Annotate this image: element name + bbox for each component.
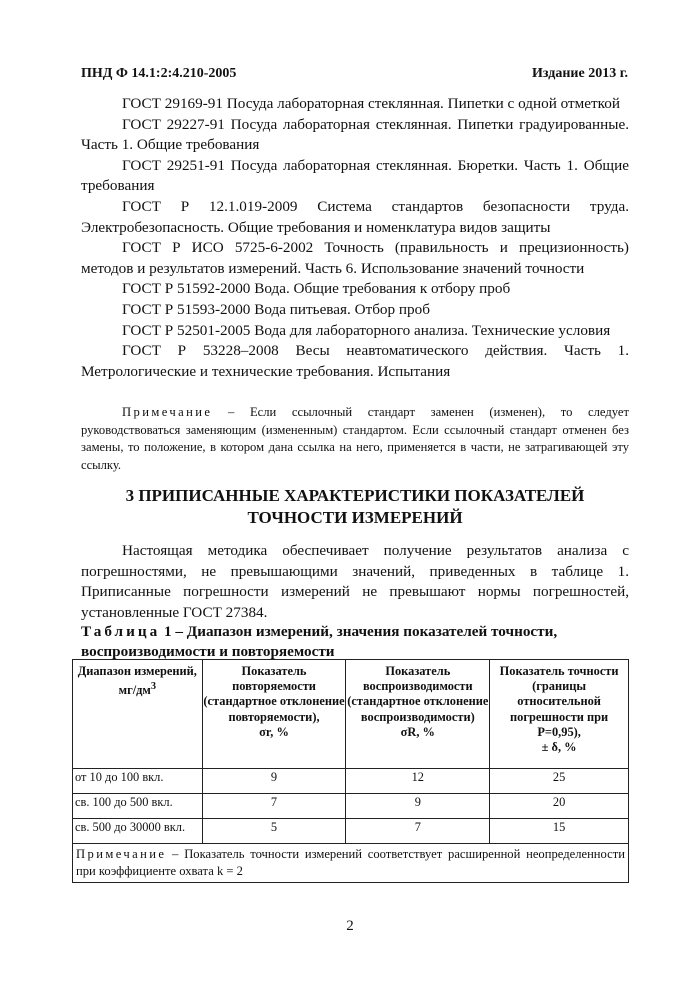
reference-item: ГОСТ Р 51593-2000 Вода питьевая. Отбор проб — [122, 300, 430, 318]
header-range: Диапазон измерений, $мг/дм^3$ — [73, 660, 203, 769]
header-accuracy: Показатель точности (границы относительной погрешности при P=0,95), ± δ, % — [490, 660, 629, 769]
document-code: ПНД Ф 14.1:2:4.210-2005 — [81, 66, 237, 81]
reference-item: ГОСТ Р ИСО 5725-6-2002 Точность (правильность и прецизионность) методов и результатов измерений. Часть 6. Использование значений точности — [81, 239, 629, 277]
section-heading: 3 ПРИПИСАННЫЕ ХАРАКТЕРИСТИКИ ПОКАЗАТЕЛЕЙ ТОЧНОСТИ ИЗМЕРЕНИЙ — [125, 486, 585, 527]
table-row — [73, 794, 629, 819]
header-repeatability: Показатель повторяемости (стандартное отклонение повторяемости), σr, % — [202, 660, 346, 769]
body-paragraph: Настоящая методика обеспечивает получение результатов анализа с погрешностями, не превышающими значений, приведенных в таблице 1. Приписанные погрешности измерений не превышают нормы погрешностей, установленные ГОСТ 27384. — [81, 542, 629, 621]
table-note-label: Примечание — [76, 847, 167, 861]
accuracy-table — [72, 659, 629, 883]
cell-reproducibility: 7 — [346, 819, 490, 844]
cell-repeatability: 5 — [202, 819, 346, 844]
table-row — [73, 769, 629, 794]
reference-item: ГОСТ 29251-91 Посуда лабораторная стеклянная. Бюретки. Часть 1. Общие требования — [81, 156, 629, 195]
table-note-text: – Показатель точности измерений соответствует расширенной неопределенности при коэффициенте охвата k = 2 — [76, 847, 625, 878]
cell-repeatability: 9 — [202, 769, 346, 794]
reference-item: ГОСТ 29227-91 Посуда лабораторная стеклянная. Пипетки градуированные. Часть 1. Общие требования — [81, 115, 629, 154]
cell-range: св. 500 до 30000 вкл. — [73, 819, 203, 844]
table-caption-label: Таблица — [81, 623, 161, 640]
reference-item: ГОСТ Р 52501-2005 Вода для лабораторного анализа. Технические условия — [122, 321, 611, 339]
reference-item: ГОСТ 29169-91 Посуда лабораторная стеклянная. Пипетки с одной отметкой — [122, 95, 620, 112]
edition-label: Издание 2013 г. — [532, 66, 628, 81]
reference-note — [81, 404, 629, 474]
table-caption-text: 1 – Диапазон измерений, значения показателей точности, воспроизводимости и повторяемости — [81, 623, 558, 660]
cell-reproducibility: 9 — [346, 794, 490, 819]
table-caption — [81, 622, 629, 662]
cell-accuracy: 25 — [490, 769, 629, 794]
cell-accuracy: 15 — [490, 819, 629, 844]
reference-list — [81, 94, 629, 382]
reference-item: ГОСТ Р 12.1.019-2009 Система стандартов безопасности труда. Электробезопасность. Общие требования и номенклатура видов защиты — [81, 197, 629, 236]
header-reproducibility: Показатель воспроизводимости (стандартное отклонение воспроизводимости) σR, % — [346, 660, 490, 769]
note-label: Примечание — [122, 405, 213, 419]
table-row — [73, 819, 629, 844]
cell-reproducibility: 12 — [346, 769, 490, 794]
table-note-row — [73, 844, 629, 883]
table-header-row — [73, 660, 629, 769]
cell-repeatability: 7 — [202, 794, 346, 819]
cell-range: от 10 до 100 вкл. — [73, 769, 203, 794]
table-note — [73, 844, 629, 883]
page-number: 2 — [346, 918, 354, 934]
reference-item: ГОСТ Р 51592-2000 Вода. Общие требования к отбору проб — [122, 280, 511, 298]
cell-accuracy: 20 — [490, 794, 629, 819]
reference-item: ГОСТ Р 53228–2008 Весы неавтоматического действия. Часть 1. Метрологические и технические требования. Испытания — [81, 342, 629, 380]
note-text: – Если ссылочный стандарт заменен (изменен), то следует руководствоваться заменяющим (измененным) стандартом. Если ссылочный стандарт отменен без замены, то положение, в котором дана ссылка на него, применяется в части, не затрагивающей эту ссылку. — [81, 405, 629, 472]
cell-range: св. 100 до 500 вкл. — [73, 794, 203, 819]
